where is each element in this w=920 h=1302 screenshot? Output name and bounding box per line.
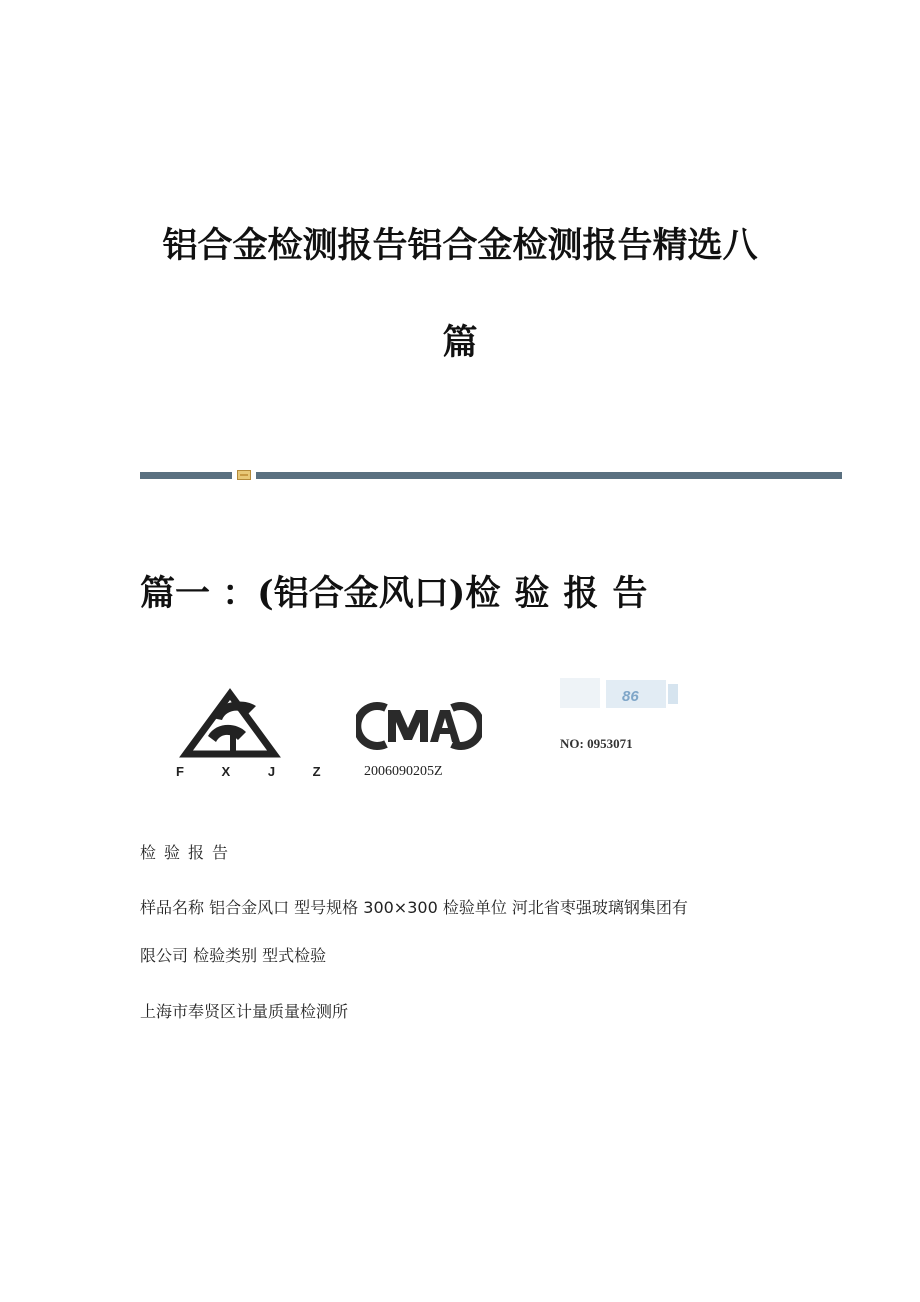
section-heading-suffix: 检验报告 xyxy=(465,573,662,614)
accreditation-logo xyxy=(540,670,710,770)
badge-number: 86 xyxy=(622,688,639,705)
envelope-icon xyxy=(237,470,251,480)
certificate-number: NO: 0953071 xyxy=(560,736,633,751)
report-label: 检验报告 xyxy=(140,843,237,862)
document-title-line-2: 篇 xyxy=(442,322,478,363)
fxjz-letters: F X J Z xyxy=(176,764,338,779)
section-heading xyxy=(140,566,661,616)
divider-bar-right xyxy=(256,472,842,479)
cma-cert-number: 2006090205Z xyxy=(364,764,443,779)
divider-bar-left xyxy=(140,472,232,479)
cma-emblem-icon xyxy=(356,700,482,752)
sample-info-line-continued: 限公司 检验类别 型式检验 xyxy=(140,946,327,965)
section-heading-prefix: 篇一 ：(铝合金风口) xyxy=(140,573,466,614)
sample-info-line: 样品名称 铝合金风口 型号规格 300×300 检验单位 河北省枣强玻璃钢集团有 xyxy=(140,898,688,917)
document-title-line-1: 铝合金检测报告铝合金检测报告精选八 xyxy=(162,225,758,266)
fxjz-emblem-icon xyxy=(172,688,292,760)
cma-logo xyxy=(356,700,482,788)
testing-institute: 上海市奉贤区计量质量检测所 xyxy=(140,1002,349,1021)
fxjz-logo xyxy=(172,688,338,780)
section-divider xyxy=(140,470,842,480)
